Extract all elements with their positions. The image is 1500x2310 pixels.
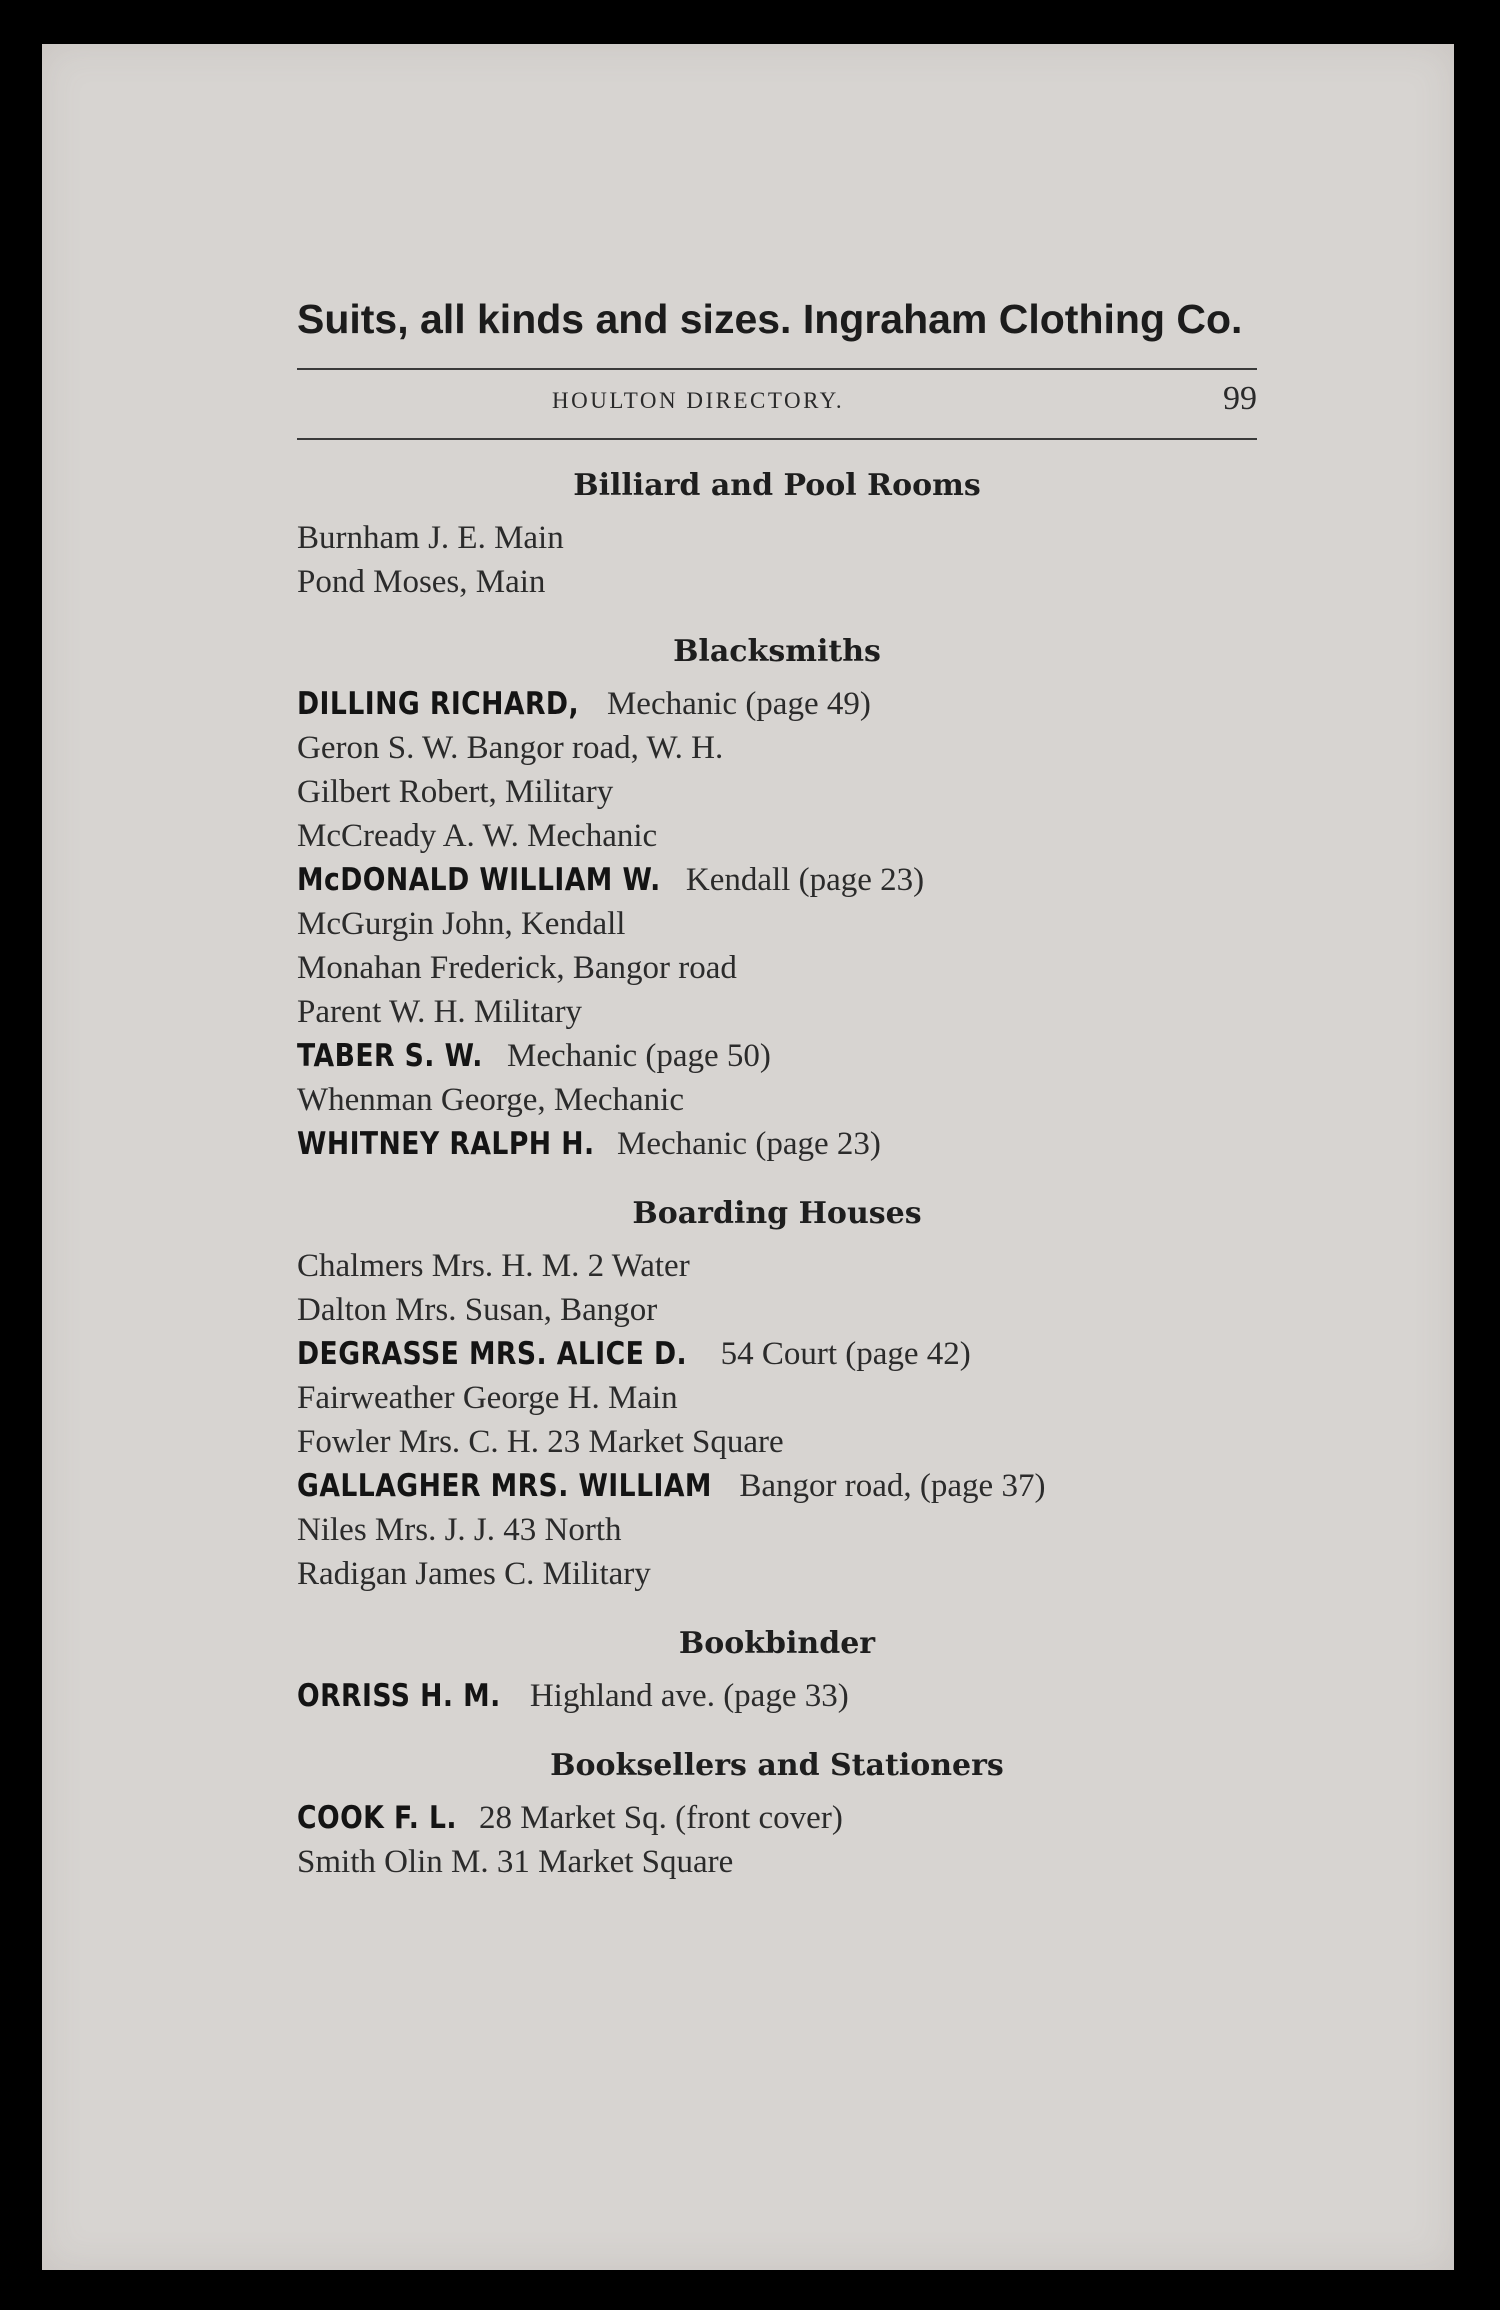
entry-text: Smith Olin M. 31 Market Square xyxy=(297,1844,734,1880)
entry-text: Burnham J. E. Main xyxy=(297,520,564,556)
list-item xyxy=(297,726,1257,770)
list-item xyxy=(297,1552,1257,1596)
entry-text: Niles Mrs. J. J. 43 North xyxy=(297,1512,622,1548)
directory-listing xyxy=(297,462,1257,1884)
top-rule xyxy=(297,368,1257,370)
entry-name: COOK F. L. xyxy=(297,1800,457,1836)
list-item xyxy=(297,1674,1257,1718)
list-item xyxy=(297,1840,1257,1884)
entry-text: Whenman George, Mechanic xyxy=(297,1082,684,1118)
entry-name: DILLING RICHARD, xyxy=(297,686,580,722)
section-heading: Boarding Houses xyxy=(632,1196,922,1231)
list-item xyxy=(297,1508,1257,1552)
entry-name: DEGRASSE MRS. ALICE D. xyxy=(297,1336,688,1372)
section-bookbinder xyxy=(297,1620,1257,1718)
entry-text: Mechanic (page 50) xyxy=(507,1038,771,1074)
section-heading: Booksellers and Stationers xyxy=(550,1748,1004,1783)
entry-text: Radigan James C. Military xyxy=(297,1556,651,1592)
list-item xyxy=(297,1244,1257,1288)
list-item xyxy=(297,1376,1257,1420)
entry-text: Fowler Mrs. C. H. 23 Market Square xyxy=(297,1424,784,1460)
list-item xyxy=(297,858,1257,902)
section-heading: Blacksmiths xyxy=(673,634,881,669)
section-blacksmiths xyxy=(297,628,1257,1166)
page-number: 99 xyxy=(1223,380,1257,417)
list-item xyxy=(297,560,1257,604)
entry-name: WHITNEY RALPH H. xyxy=(297,1126,595,1162)
entry-text: Parent W. H. Military xyxy=(297,994,583,1030)
list-item xyxy=(297,1332,1257,1376)
section-booksellers-stationers xyxy=(297,1742,1257,1884)
list-item xyxy=(297,516,1257,560)
entry-text: Kendall (page 23) xyxy=(685,862,925,898)
entry-name: GALLAGHER MRS. WILLIAM xyxy=(297,1468,712,1504)
list-item xyxy=(297,1796,1257,1840)
entry-text: Chalmers Mrs. H. M. 2 Water xyxy=(297,1248,690,1284)
entry-text: Fairweather George H. Main xyxy=(297,1380,678,1416)
advert-header: Suits, all kinds and sizes. Ingraham Clothing Co. xyxy=(297,296,1243,342)
section-heading: Bookbinder xyxy=(678,1626,876,1661)
entry-name: TABER S. W. xyxy=(297,1038,483,1074)
section-billiard-pool-rooms xyxy=(297,462,1257,604)
list-item xyxy=(297,770,1257,814)
entry-text: Mechanic (page 23) xyxy=(616,1126,881,1162)
entry-text: Highland ave. (page 33) xyxy=(529,1678,849,1714)
list-item xyxy=(297,1464,1257,1508)
entry-text: Dalton Mrs. Susan, Bangor xyxy=(297,1292,658,1328)
entry-text: Pond Moses, Main xyxy=(297,564,546,600)
entry-text: Bangor road, (page 37) xyxy=(739,1468,1046,1504)
entry-name: ORRISS H. M. xyxy=(297,1678,501,1714)
list-item xyxy=(297,1034,1257,1078)
entry-name: McDONALD WILLIAM W. xyxy=(297,862,661,898)
running-title: HOULTON DIRECTORY. xyxy=(552,388,845,413)
list-item xyxy=(297,946,1257,990)
list-item xyxy=(297,1420,1257,1464)
list-item xyxy=(297,990,1257,1034)
entry-text: Mechanic (page 49) xyxy=(606,686,871,722)
entry-text: McGurgin John, Kendall xyxy=(297,906,626,942)
list-item xyxy=(297,1122,1257,1166)
bottom-rule xyxy=(297,438,1257,440)
section-boarding-houses xyxy=(297,1190,1257,1596)
entry-text: 28 Market Sq. (front cover) xyxy=(479,1800,843,1836)
entry-text: Monahan Frederick, Bangor road xyxy=(297,950,737,986)
list-item xyxy=(297,1288,1257,1332)
directory-page xyxy=(42,44,1454,2270)
running-head xyxy=(297,380,1257,430)
list-item xyxy=(297,682,1257,726)
entry-text: Gilbert Robert, Military xyxy=(297,774,614,810)
entry-text: McCready A. W. Mechanic xyxy=(297,818,658,854)
entry-text: Geron S. W. Bangor road, W. H. xyxy=(297,730,724,766)
entry-text: 54 Court (page 42) xyxy=(720,1336,971,1372)
list-item xyxy=(297,814,1257,858)
section-heading: Billiard and Pool Rooms xyxy=(573,468,981,503)
list-item xyxy=(297,902,1257,946)
list-item xyxy=(297,1078,1257,1122)
